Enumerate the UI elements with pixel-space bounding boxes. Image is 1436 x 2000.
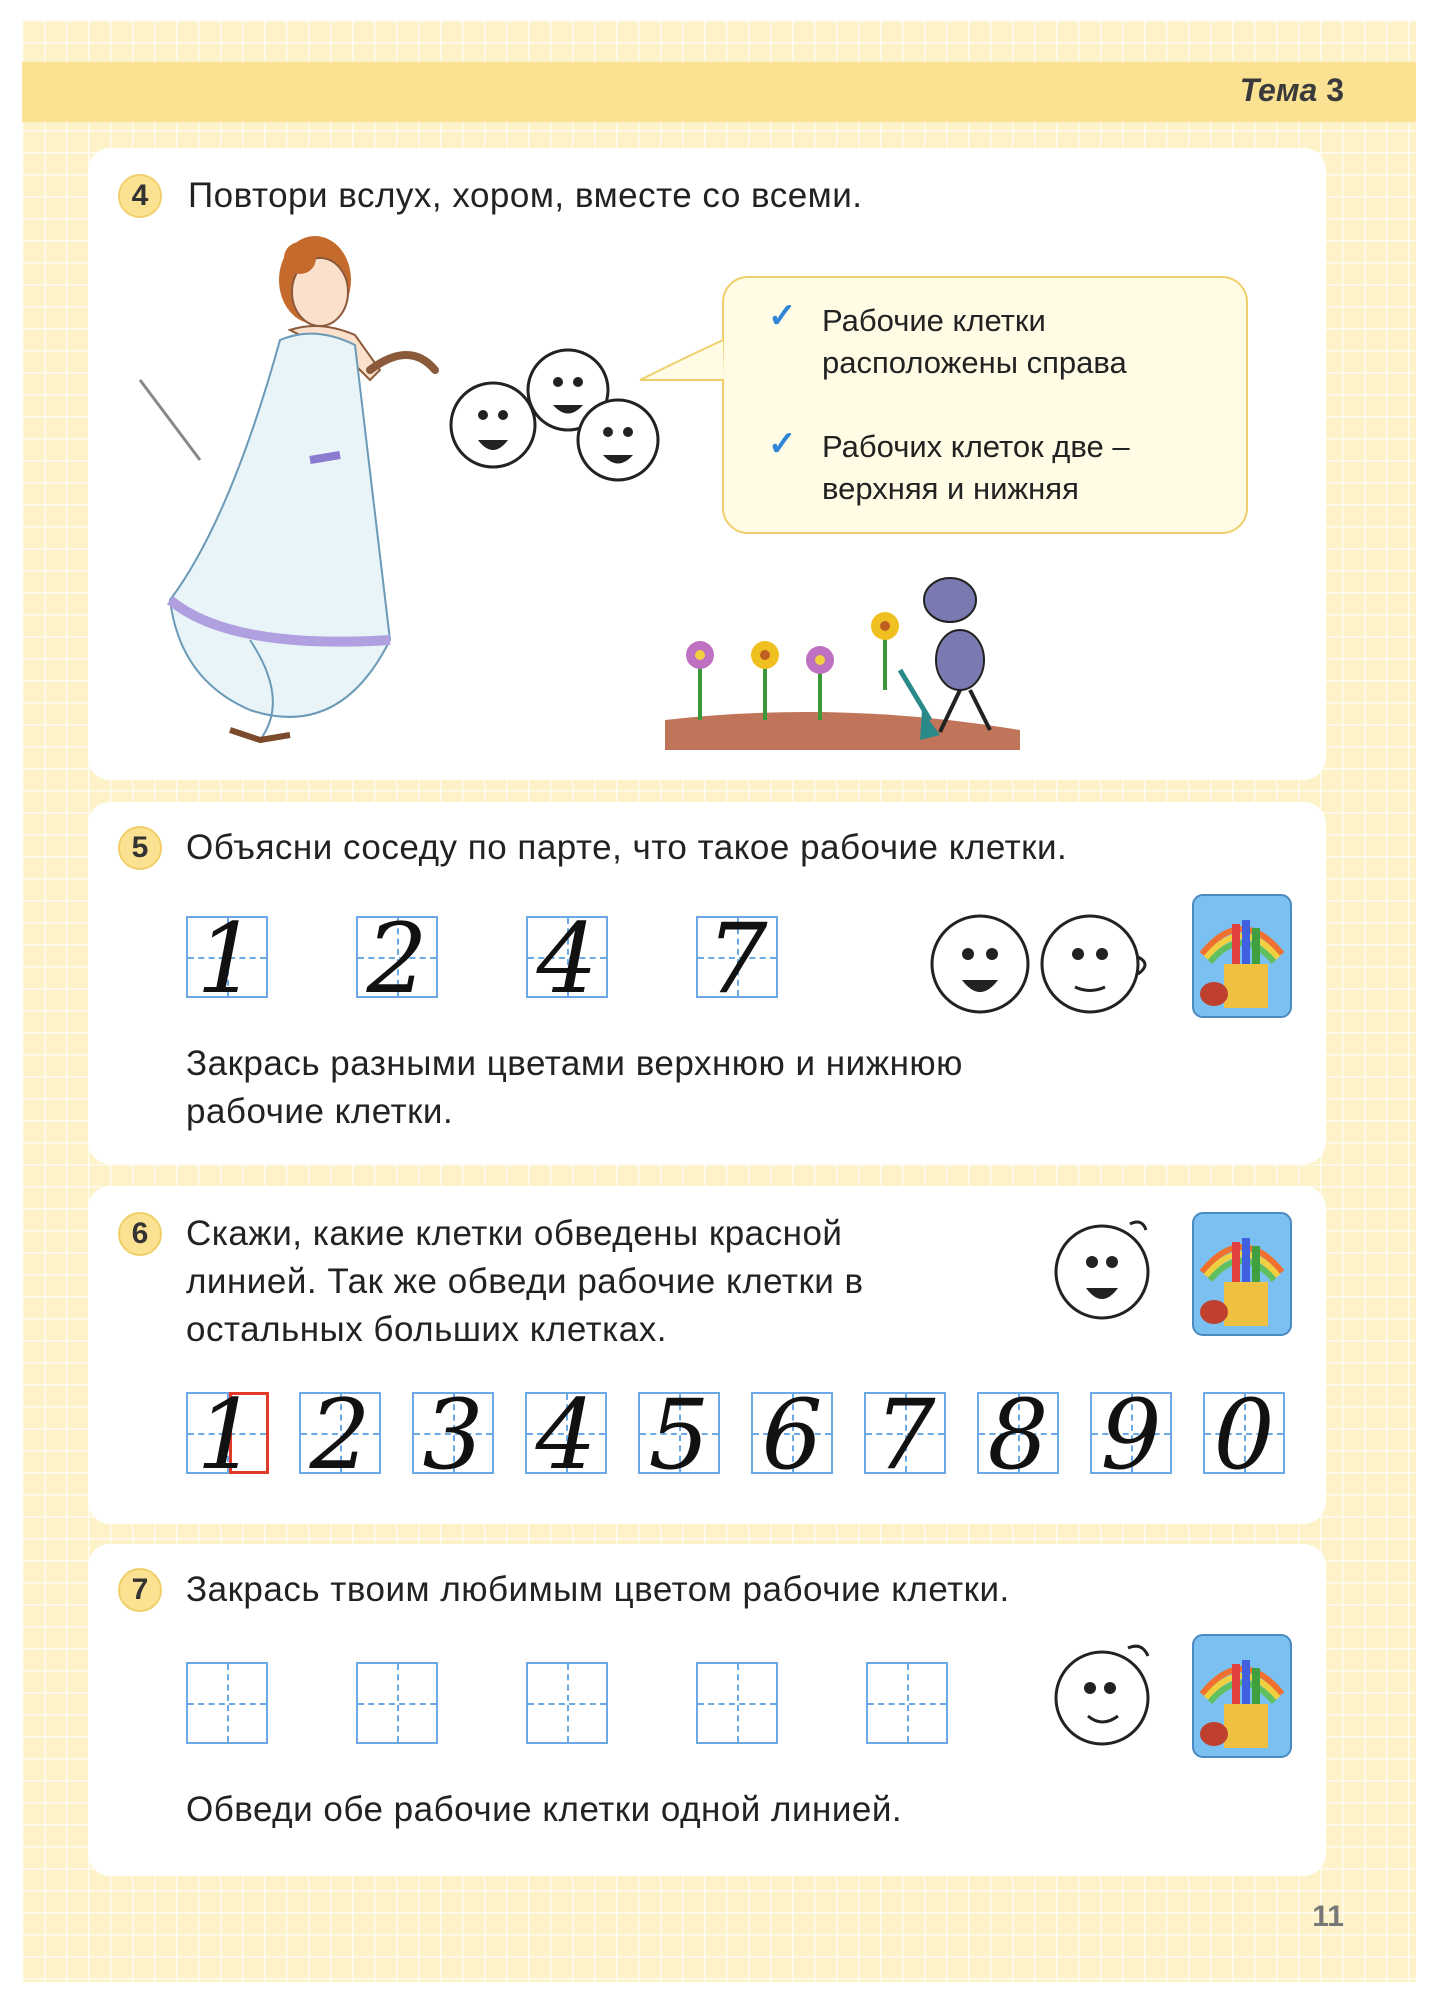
task7-text: Закрась твоим любимым цветом рабочие клетки.: [186, 1570, 1010, 1609]
check-icon: ✓: [768, 425, 797, 463]
cell-digit: 5: [648, 1379, 710, 1491]
cell-digit: 8: [987, 1379, 1049, 1491]
task5-text: Объясни соседу по парте, что такое рабочие клетки.: [186, 828, 1068, 867]
writing-cell: [751, 1379, 833, 1491]
writing-cell: [412, 1379, 494, 1491]
smiley-face-icon: [1050, 1640, 1160, 1750]
task5-instruction-b: рабочие клетки.: [186, 1092, 454, 1131]
writing-cell: [1203, 1379, 1285, 1491]
cell-digit: 6: [761, 1379, 823, 1491]
task6-text-a: Скажи, какие клетки обведены красной: [186, 1214, 843, 1253]
task7-badge: 7: [118, 1568, 162, 1612]
cell-digit: 0: [1213, 1379, 1275, 1491]
writing-cell[interactable]: [696, 1662, 778, 1744]
header-band: [22, 62, 1416, 122]
bubble-line-2b: верхняя и нижняя: [822, 471, 1079, 506]
task4-badge: 4: [118, 174, 162, 218]
task6-text-b: линией. Так же обведи рабочие клетки в: [186, 1262, 864, 1301]
writing-cell: [977, 1379, 1059, 1491]
pencils-cup-icon: [1192, 1634, 1292, 1758]
bubble-line-1a: Рабочие клетки: [822, 303, 1046, 338]
writing-cell: [526, 903, 608, 1015]
pencils-cup-icon: [1192, 1212, 1292, 1336]
writing-cell[interactable]: [866, 1662, 948, 1744]
writing-cell[interactable]: [186, 1662, 268, 1744]
cell-digit: 7: [874, 1379, 936, 1491]
cell-digit: 4: [535, 1379, 597, 1491]
bubble-tail: [640, 340, 730, 400]
writing-cell: [1090, 1379, 1172, 1491]
task5-instruction-a: Закрась разными цветами верхнюю и нижнюю: [186, 1044, 963, 1083]
smiley-face-icon: [1050, 1214, 1160, 1324]
writing-cell: [186, 1379, 268, 1491]
cell-digit: 2: [366, 903, 428, 1015]
check-icon: ✓: [768, 297, 797, 335]
cell-digit: 9: [1100, 1379, 1162, 1491]
bubble-line-1b: расположены справа: [822, 345, 1127, 380]
writing-cell: [186, 903, 268, 1015]
writing-cell[interactable]: [356, 1662, 438, 1744]
cell-digit: 1: [196, 903, 258, 1015]
topic-number: 3: [1326, 72, 1344, 108]
task6-text-c: остальных больших клетках.: [186, 1310, 667, 1349]
writing-cell: [864, 1379, 946, 1491]
girl-muse-illustration: [140, 220, 460, 760]
page-number: 11: [1312, 1900, 1344, 1933]
cell-digit: 2: [309, 1379, 371, 1491]
cell-digit: 3: [422, 1379, 484, 1491]
writing-cell: [638, 1379, 720, 1491]
writing-cell[interactable]: [526, 1662, 608, 1744]
writing-cell: [696, 903, 778, 1015]
topic-label: Тема: [1239, 72, 1318, 108]
pencils-cup-icon: [1192, 894, 1292, 1018]
smiley-face-icon: [920, 902, 1170, 1022]
writing-cell: [356, 903, 438, 1015]
task6-badge: 6: [118, 1212, 162, 1256]
writing-cell: [299, 1379, 381, 1491]
writing-cell: [525, 1379, 607, 1491]
ant-gardener-illustration: [660, 560, 1020, 750]
cell-digit: 4: [536, 903, 598, 1015]
bubble-line-2a: Рабочих клеток две –: [822, 429, 1130, 464]
cell-digit: 7: [706, 903, 768, 1015]
task4-text: Повтори вслух, хором, вместе со всеми.: [188, 176, 863, 215]
task5-badge: 5: [118, 826, 162, 870]
cell-digit: 1: [196, 1379, 258, 1491]
topic-title: [1240, 72, 1344, 109]
task7-instruction: Обведи обе рабочие клетки одной линией.: [186, 1790, 903, 1829]
